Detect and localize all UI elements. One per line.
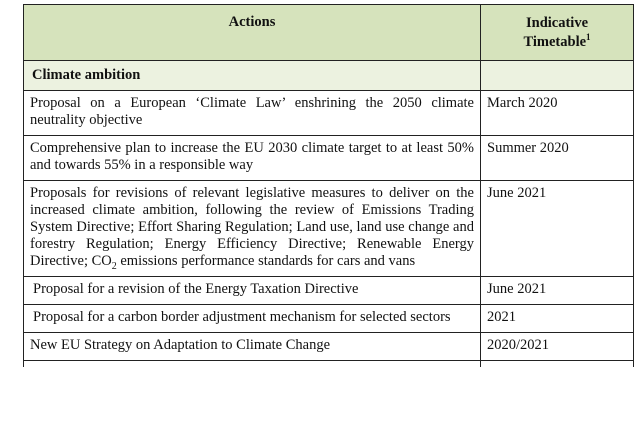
timetable-cell: June 2021	[481, 277, 634, 305]
actions-column-header	[24, 5, 481, 61]
table-header-row	[24, 5, 634, 61]
table-row	[24, 181, 634, 277]
action-cell: Proposal on a European ‘Climate Law’ enshrining the 2050 climate neutrality objective	[24, 91, 481, 136]
section-title	[24, 61, 481, 91]
subscript-two: 2	[111, 260, 117, 272]
table-row	[24, 91, 634, 136]
actions-timetable-table	[23, 4, 634, 367]
table-continuation-row	[24, 361, 634, 368]
continuation-cell	[481, 361, 634, 368]
table-row	[24, 277, 634, 305]
action-cell: New EU Strategy on Adaptation to Climate Change	[24, 333, 481, 361]
action-cell: Comprehensive plan to increase the EU 2030 climate target to at least 50% and towards 55% in a responsible way	[24, 136, 481, 181]
timetable-cell: 2021	[481, 305, 634, 333]
timetable-cell: Summer 2020	[481, 136, 634, 181]
action-cell: Proposal for a carbon border adjustment mechanism for selected sectors	[24, 305, 481, 333]
action-cell	[24, 181, 481, 277]
actions-header-label: Actions	[228, 14, 276, 30]
timetable-cell: 2020/2021	[481, 333, 634, 361]
timetable-cell: March 2020	[481, 91, 634, 136]
table-row	[24, 305, 634, 333]
section-row	[24, 61, 634, 91]
section-empty-cell	[481, 61, 634, 91]
timetable-header-line2: Timetable	[523, 34, 587, 50]
action-text-part1: Proposals for revisions of relevant legislative measures to deliver on the increased climate ambition, following the review of Emissions Trading System Directive; Effort Sharing Regulation; Land use, land use change and forestry Regulation; Energy Efficiency Directive; Renewable Energy Directive; CO	[30, 185, 474, 269]
timetable-column-header	[481, 5, 634, 61]
action-text-part2: emissions performance standards for cars and vans	[116, 253, 416, 269]
timetable-header-line1: Indicative	[525, 15, 589, 31]
table-row	[24, 333, 634, 361]
continuation-cell	[24, 361, 481, 368]
table-row	[24, 136, 634, 181]
section-title-text: Climate ambition	[32, 67, 141, 83]
timetable-cell: June 2021	[481, 181, 634, 277]
action-cell: Proposal for a revision of the Energy Taxation Directive	[24, 277, 481, 305]
footnote-marker: 1	[586, 32, 591, 43]
